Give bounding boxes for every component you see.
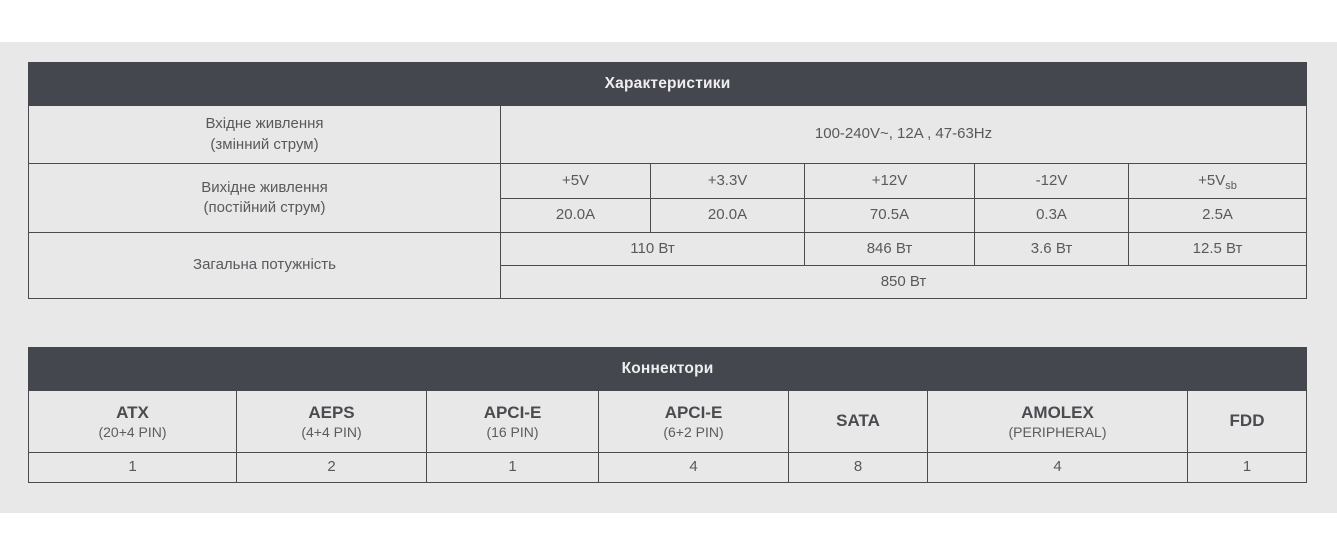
rail-5vsb-subscript: sb bbox=[1225, 179, 1237, 192]
watts-5vsb-cell: 12.5 Вт bbox=[1129, 233, 1307, 266]
rail-3v3-cell: +3.3V bbox=[651, 164, 805, 199]
input-power-value: 100-240V~, 12A , 47-63Hz bbox=[501, 106, 1307, 164]
connectors-table-header-row bbox=[29, 348, 1307, 391]
connector-sata-cell bbox=[789, 391, 928, 453]
connector-fdd-count: 1 bbox=[1188, 453, 1307, 483]
output-power-label bbox=[29, 164, 501, 233]
connector-fdd-name: FDD bbox=[1229, 411, 1265, 431]
output-rails-row bbox=[29, 164, 1307, 199]
specifications-table bbox=[28, 62, 1307, 299]
connector-atx-name: ATX bbox=[116, 402, 149, 422]
combined-wattage-cell: 850 Вт bbox=[501, 266, 1307, 299]
connectors-table bbox=[28, 347, 1307, 483]
rail-12v-cell: +12V bbox=[805, 164, 975, 199]
connector-aeps-name: AEPS bbox=[308, 402, 355, 422]
connector-apcie62-name: APCI-E bbox=[664, 402, 723, 422]
connector-aeps-cell bbox=[237, 391, 427, 453]
rail-neg12v-cell: -12V bbox=[975, 164, 1129, 199]
connector-apcie16-cell bbox=[427, 391, 599, 453]
output-power-label-line1: Вихідне живлення bbox=[201, 178, 328, 196]
connector-names-row bbox=[29, 391, 1307, 453]
connector-amolex-name: AMOLEX bbox=[1021, 402, 1094, 422]
connector-atx-pins: (20+4 PIN) bbox=[98, 423, 167, 440]
current-3v3-cell: 20.0A bbox=[651, 199, 805, 233]
watts-neg12v-cell: 3.6 Вт bbox=[975, 233, 1129, 266]
connector-sata-count: 8 bbox=[789, 453, 928, 483]
rail-5vsb-cell bbox=[1129, 164, 1307, 199]
connector-apcie62-pins: (6+2 PIN) bbox=[663, 423, 724, 440]
connector-atx-count: 1 bbox=[29, 453, 237, 483]
output-power-label-line2: (постійний струм) bbox=[203, 199, 326, 216]
connector-amolex-count: 4 bbox=[928, 453, 1188, 483]
connector-sata-name: SATA bbox=[836, 411, 880, 431]
current-12v-cell: 70.5A bbox=[805, 199, 975, 233]
input-power-label bbox=[29, 106, 501, 164]
watts-5v-3v3-cell: 110 Вт bbox=[501, 233, 805, 266]
connector-apcie62-cell bbox=[599, 391, 789, 453]
connector-amolex-pins: (PERIPHERAL) bbox=[1008, 423, 1107, 440]
rail-5vsb-base: +5V bbox=[1198, 171, 1226, 189]
spec-table-title: Характеристики bbox=[29, 63, 1307, 106]
connector-atx-cell bbox=[29, 391, 237, 453]
connector-apcie16-count: 1 bbox=[427, 453, 599, 483]
input-power-row bbox=[29, 106, 1307, 164]
input-power-label-line1: Вхідне живлення bbox=[205, 115, 324, 133]
connector-aeps-pins: (4+4 PIN) bbox=[301, 423, 362, 440]
connector-apcie16-pins: (16 PIN) bbox=[486, 423, 539, 440]
spec-table-header-row bbox=[29, 63, 1307, 106]
wattage-row bbox=[29, 233, 1307, 266]
connector-fdd-cell bbox=[1188, 391, 1307, 453]
connector-apcie62-count: 4 bbox=[599, 453, 789, 483]
rail-5v-cell: +5V bbox=[501, 164, 651, 199]
connector-counts-row bbox=[29, 453, 1307, 483]
current-neg12v-cell: 0.3A bbox=[975, 199, 1129, 233]
watts-12v-cell: 846 Вт bbox=[805, 233, 975, 266]
input-power-label-line2: (змінний струм) bbox=[210, 135, 319, 153]
connector-amolex-cell bbox=[928, 391, 1188, 453]
total-power-label: Загальна потужність bbox=[29, 233, 501, 299]
connectors-table-title: Коннектори bbox=[29, 348, 1307, 391]
current-5v-cell: 20.0A bbox=[501, 199, 651, 233]
connector-aeps-count: 2 bbox=[237, 453, 427, 483]
current-5vsb-cell: 2.5A bbox=[1129, 199, 1307, 233]
connector-apcie16-name: APCI-E bbox=[483, 402, 542, 422]
